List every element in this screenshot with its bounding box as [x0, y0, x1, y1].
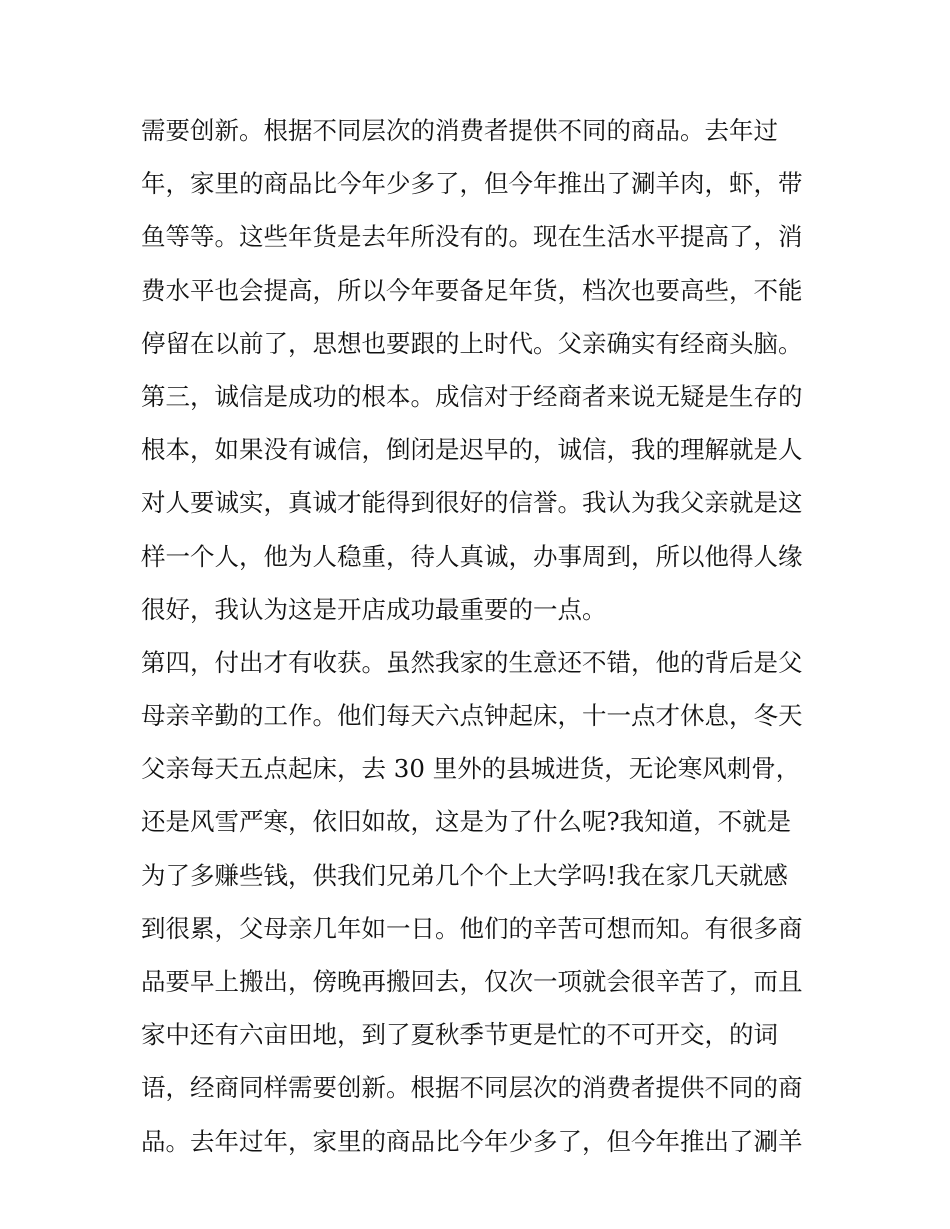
text-line: 语，经商同样需要创新。根据不同层次的消费者提供不同的商 — [141, 1073, 803, 1103]
document-body — [141, 104, 821, 1168]
text-line: 品。去年过年，家里的商品比今年少多了，但今年推出了涮羊 — [141, 1126, 803, 1156]
text-line: 家中还有六亩田地，到了夏秋季节更是忙的不可开交，的词 — [141, 1020, 778, 1050]
text-line: 到很累，父母亲几年如一日。他们的辛苦可想而知。有很多商 — [141, 913, 803, 943]
text-line: 很好，我认为这是开店成功最重要的一点。 — [141, 594, 607, 624]
text-line: 年，家里的商品比今年少多了，但今年推出了涮羊肉，虾，带 — [141, 169, 803, 199]
text-line: 第四，付出才有收获。虽然我家的生意还不错，他的背后是父 — [141, 647, 803, 677]
text-line: 样一个人，他为人稳重，待人真诚，办事周到，所以他得人缘 — [141, 541, 803, 571]
text-line: 为了多赚些钱，供我们兄弟几个个上大学吗!我在家几天就感 — [141, 860, 788, 890]
text-line: 还是风雪严寒，依旧如故，这是为了什么呢?我知道，不就是 — [141, 807, 792, 837]
text-line: 父亲每天五点起床，去 30 里外的县城进货，无论寒风刺骨， — [141, 754, 801, 784]
text-line: 需要创新。根据不同层次的消费者提供不同的商品。去年过 — [141, 116, 778, 145]
text-line: 鱼等等。这些年货是去年所没有的。现在生活水平提高了，消 — [141, 222, 803, 252]
text-line: 母亲辛勤的工作。他们每天六点钟起床，十一点才休息，冬天 — [141, 701, 803, 731]
text-line: 停留在以前了，思想也要跟的上时代。父亲确实有经商头脑。 — [141, 328, 803, 358]
text-line: 费水平也会提高，所以今年要备足年货，档次也要高些，不能 — [141, 275, 803, 305]
text-line: 对人要诚实，真诚才能得到很好的信誉。我认为我父亲就是这 — [141, 488, 803, 518]
text-line: 根本，如果没有诚信，倒闭是迟早的，诚信，我的理解就是人 — [141, 435, 803, 465]
text-line: 第三，诚信是成功的根本。成信对于经商者来说无疑是生存的 — [141, 381, 803, 411]
text-line: 品要早上搬出，傍晚再搬回去，仅次一项就会很辛苦了，而且 — [141, 967, 803, 996]
